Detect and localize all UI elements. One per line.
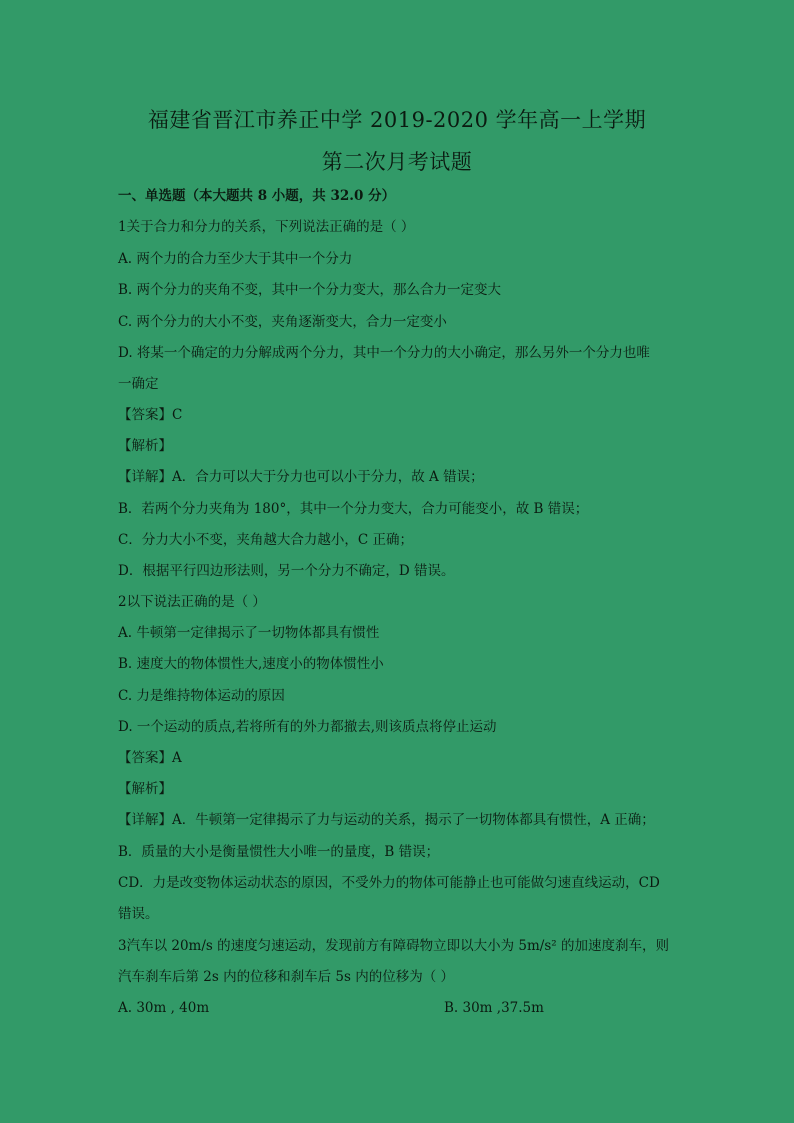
q2-detail-3: CD．力是改变物体运动状态的原因，不受外力的物体可能静止也可能做匀速直线运动，CD: [118, 875, 660, 891]
q3-stem-line-2: 汽车刹车后第 2s 内的位移和刹车后 5s 内的位移为（ ）: [118, 969, 454, 985]
q1-detail-2: B．若两个分力夹角为 180°，其中一个分力变大，合力可能变小，故 B 错误；: [118, 501, 589, 517]
q3-option-b: B. 30m ,37.5m: [444, 1000, 544, 1016]
section-heading: 一、单选题（本大题共 8 小题，共 32.0 分）: [118, 188, 396, 204]
q3-stem-line-1: 3汽车以 20m/s 的速度匀速运动，发现前方有障碍物立即以大小为 5m/s² 的加速度刹车，则: [118, 938, 669, 954]
q1-detail-1: 【详解】A．合力可以大于分力也可以小于分力，故 A 错误；: [118, 469, 484, 485]
q1-analysis-label: 【解析】: [118, 438, 172, 454]
q2-option-c: C. 力是维持物体运动的原因: [118, 688, 285, 704]
q2-stem: 2以下说法正确的是（ ）: [118, 594, 266, 610]
q1-option-d: D. 将某一个确定的力分解成两个分力，其中一个分力的大小确定，那么另外一个分力也唯: [118, 345, 650, 361]
q1-detail-4: D．根据平行四边形法则，另一个分力不确定，D 错误。: [118, 563, 455, 579]
exam-title-line-2: 第二次月考试题: [321, 150, 473, 174]
exam-title-line-1: 福建省晋江市养正中学 2019-2020 学年高一上学期: [147, 108, 647, 132]
q2-detail-2: B．质量的大小是衡量惯性大小唯一的量度，B 错误；: [118, 844, 440, 860]
q3-option-a: A. 30m , 40m: [118, 1000, 210, 1016]
q2-option-a: A. 牛顿第一定律揭示了一切物体都具有惯性: [118, 625, 380, 641]
q1-option-d-continued: 一确定: [118, 376, 159, 392]
q2-option-b: B. 速度大的物体惯性大,速度小的物体惯性小: [118, 656, 384, 672]
q2-analysis-label: 【解析】: [118, 781, 172, 797]
q1-option-c: C. 两个分力的大小不变，夹角逐渐变大，合力一定变小: [118, 314, 447, 330]
q1-answer: 【答案】C: [118, 407, 183, 423]
q2-option-d: D. 一个运动的质点,若将所有的外力都撤去,则该质点将停止运动: [118, 719, 497, 735]
q1-option-a: A. 两个力的合力至少大于其中一个分力: [118, 251, 353, 267]
q1-detail-3: C．分力大小不变，夹角越大合力越小，C 正确；: [118, 532, 413, 548]
q1-option-b: B. 两个分力的夹角不变，其中一个分力变大，那么合力一定变大: [118, 282, 502, 298]
q2-answer: 【答案】A: [118, 750, 182, 766]
q2-detail-4: 错误。: [118, 906, 159, 922]
q2-detail-1: 【详解】A．牛顿第一定律揭示了力与运动的关系，揭示了一切物体都具有惯性，A 正确；: [118, 812, 655, 828]
q1-stem: 1关于合力和分力的关系，下列说法正确的是（ ）: [118, 219, 415, 235]
